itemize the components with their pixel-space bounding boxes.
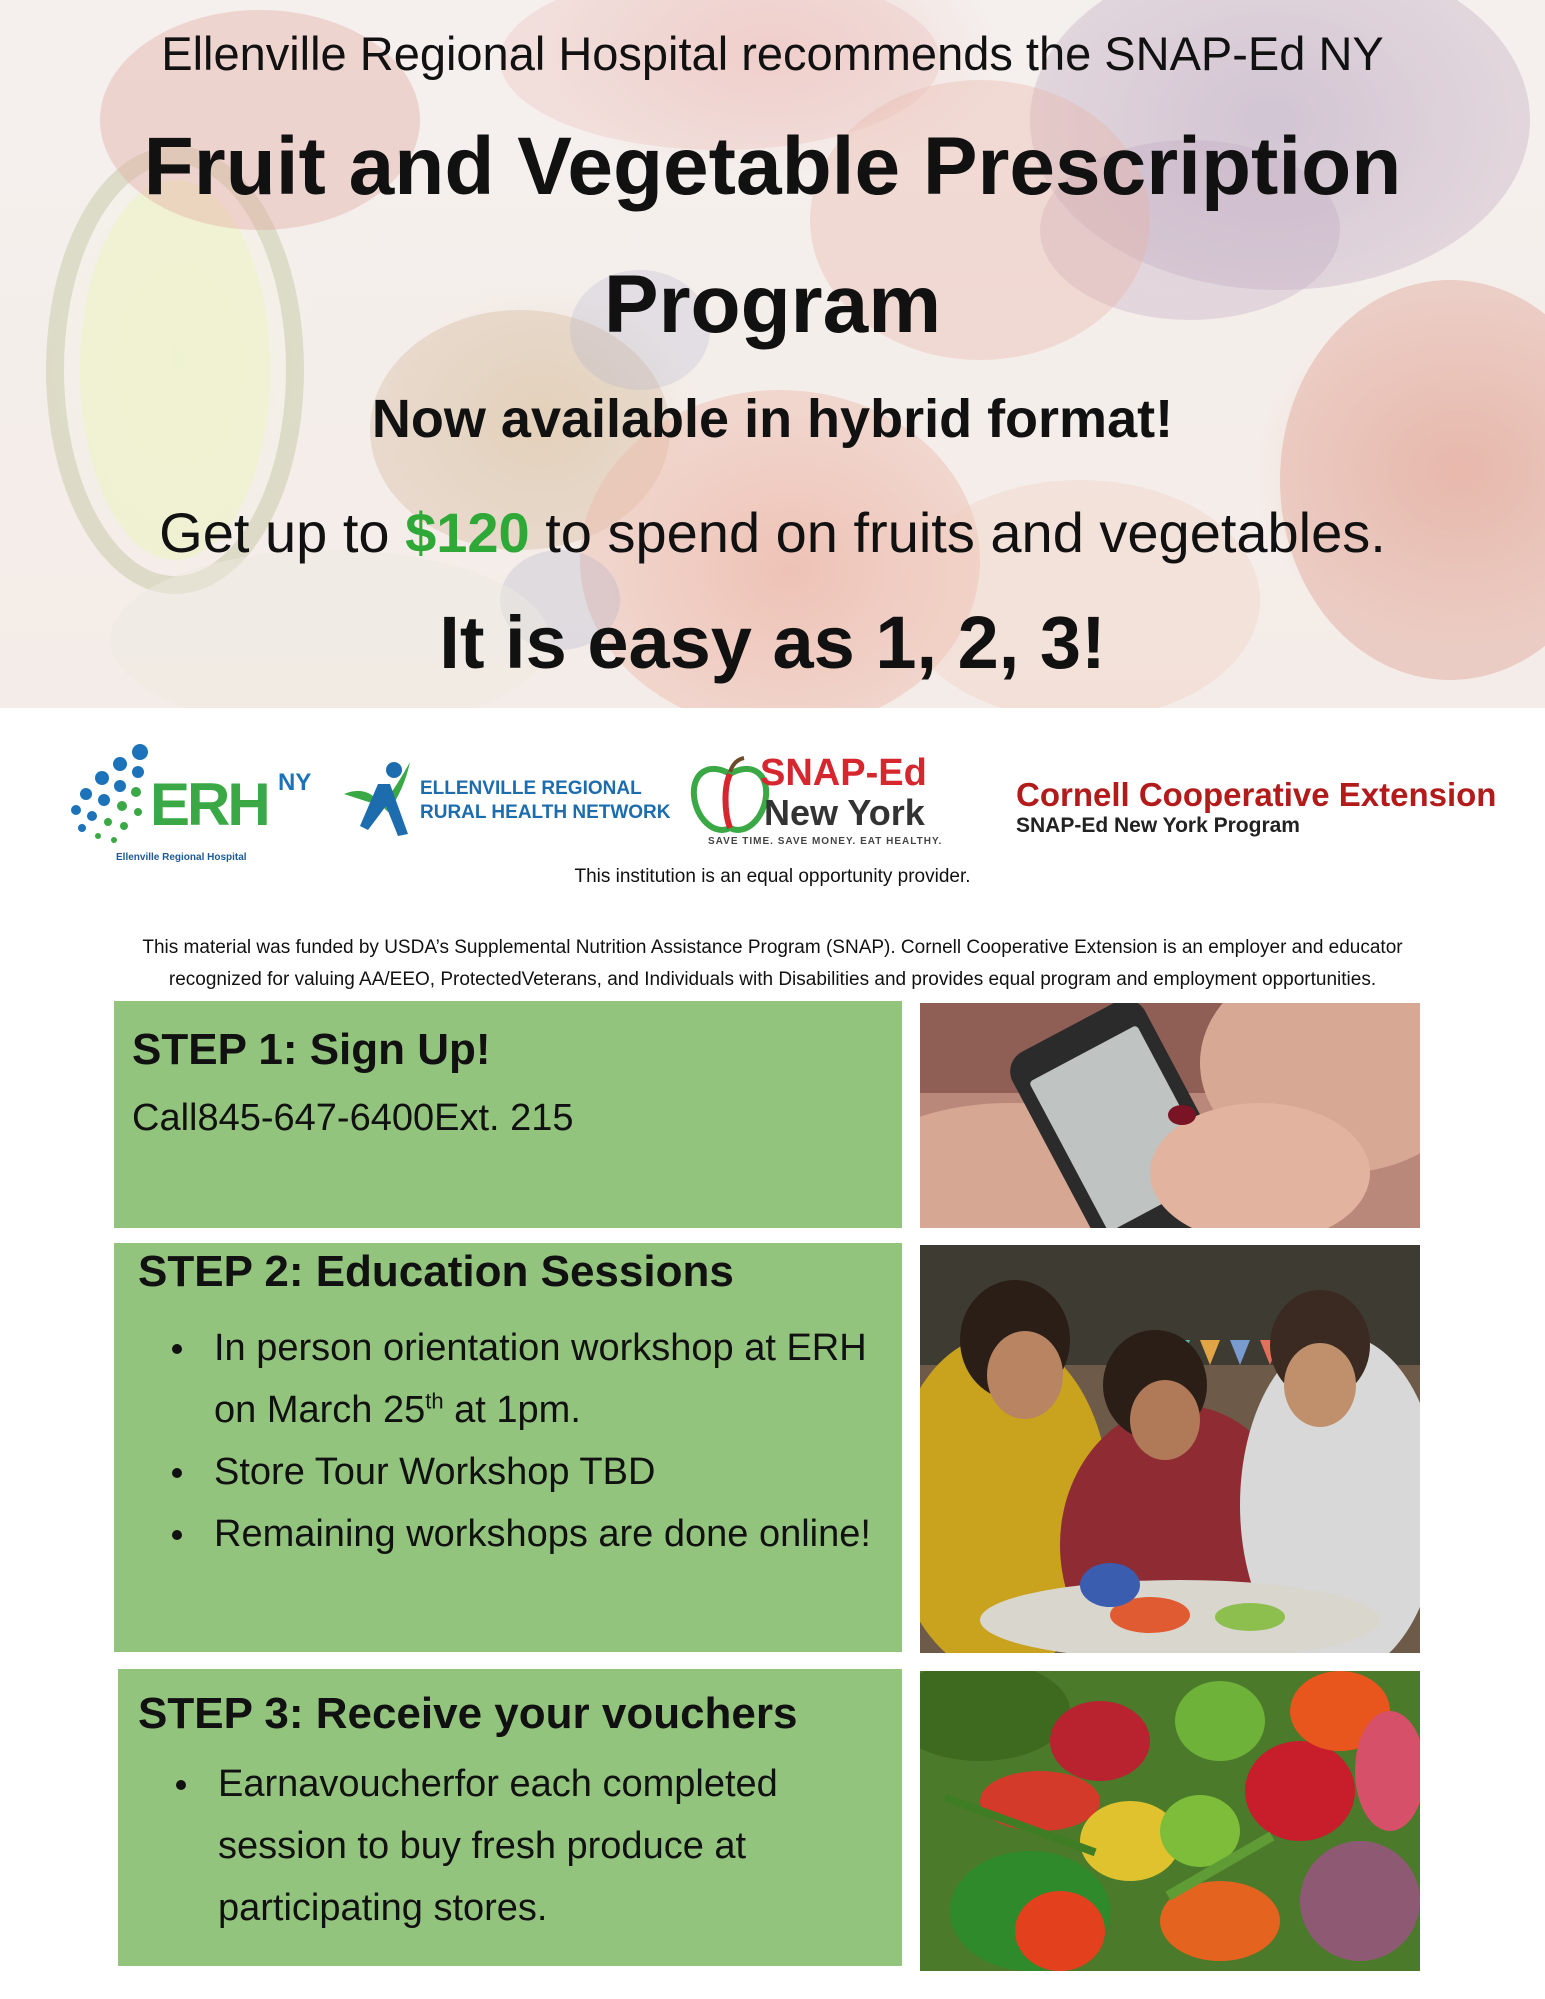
hero-pretitle: Ellenville Regional Hospital recommends the SNAP-Ed NY bbox=[161, 27, 1384, 80]
cornell-extension-logo bbox=[1016, 776, 1516, 846]
snap-logo-line1: SNAP-Ed bbox=[760, 752, 927, 794]
offer-after: to spend on fruits and vegetables. bbox=[545, 501, 1386, 564]
step3-title: STEP 3: Receive your vouchers bbox=[138, 1689, 798, 1738]
hero-banner bbox=[0, 0, 1545, 708]
snap-logo-tagline: SAVE TIME. SAVE MONEY. EAT HEALTHY. bbox=[708, 836, 943, 847]
apple-icon bbox=[690, 756, 770, 838]
cornell-logo-line2: SNAP-Ed New York Program bbox=[1016, 814, 1300, 837]
running-person-icon bbox=[338, 754, 418, 844]
step1-title: STEP 1: Sign Up! bbox=[132, 1025, 491, 1074]
erh-logo-ny: NY bbox=[278, 769, 312, 796]
erh-logo-word: ERH bbox=[150, 771, 268, 838]
page-title-line2: Program bbox=[603, 259, 942, 350]
snap-logo-line2: New York bbox=[764, 792, 925, 833]
step2-title: STEP 2: Education Sessions bbox=[138, 1247, 734, 1296]
phone-in-hand-photo bbox=[920, 1003, 1420, 1228]
step2-bullet1-sup: th bbox=[425, 1388, 444, 1414]
offer-amount: $120 bbox=[405, 501, 530, 564]
step2-list bbox=[154, 1317, 894, 1565]
snap-ed-ny-logo bbox=[690, 752, 970, 852]
rural-health-network-logo bbox=[338, 754, 671, 844]
equal-opportunity-statement: This institution is an equal opportunity provider. bbox=[574, 866, 971, 887]
cornell-logo-line1: Cornell Cooperative Extension bbox=[1016, 776, 1497, 813]
erh-ny-logo bbox=[68, 742, 312, 864]
hybrid-format-notice: Now available in hybrid format! bbox=[371, 389, 1174, 449]
offer-before: Get up to bbox=[159, 501, 390, 564]
offer-line bbox=[0, 500, 1545, 565]
erh-logo-caption: Ellenville Regional Hospital bbox=[116, 852, 247, 863]
rural-logo-line1: ELLENVILLE REGIONAL bbox=[420, 778, 642, 799]
list-item bbox=[154, 1317, 894, 1441]
step2-bullet1-end: at 1pm. bbox=[443, 1389, 581, 1431]
funding-disclaimer bbox=[0, 932, 1545, 996]
step3-panel bbox=[118, 1669, 902, 1966]
easy-tagline: It is easy as 1, 2, 3! bbox=[439, 601, 1106, 684]
funding-line1: This material was funded by USDA’s Supplemental Nutrition Assistance Program (SNAP). Cornell Cooperative Extension is an employer and educator bbox=[142, 937, 1403, 958]
fresh-produce-photo bbox=[920, 1671, 1420, 1971]
page-title-line1: Fruit and Vegetable Prescription bbox=[143, 121, 1402, 212]
rural-logo-line2: RURAL HEALTH NETWORK bbox=[420, 802, 671, 823]
step2-bullet1-text: In person orientation workshop at ERH on March 25 bbox=[214, 1327, 867, 1431]
list-item: Store Tour Workshop TBD bbox=[154, 1441, 894, 1503]
dots-icon bbox=[68, 742, 158, 852]
funding-line2: recognized for valuing AA/EEO, ProtectedVeterans, and Individuals with Disabilities and provides equal program and employment opportunities. bbox=[168, 969, 1377, 990]
step3-list bbox=[158, 1753, 878, 1939]
cooking-class-photo bbox=[920, 1245, 1420, 1653]
step1-phone: Call845-647-6400Ext. 215 bbox=[132, 1097, 574, 1139]
list-item: Remaining workshops are done online! bbox=[154, 1503, 894, 1565]
step2-panel bbox=[114, 1243, 902, 1652]
step1-panel bbox=[114, 1001, 902, 1228]
list-item: Earnavoucherfor each completed session to buy fresh produce at participating stores. bbox=[158, 1753, 878, 1939]
